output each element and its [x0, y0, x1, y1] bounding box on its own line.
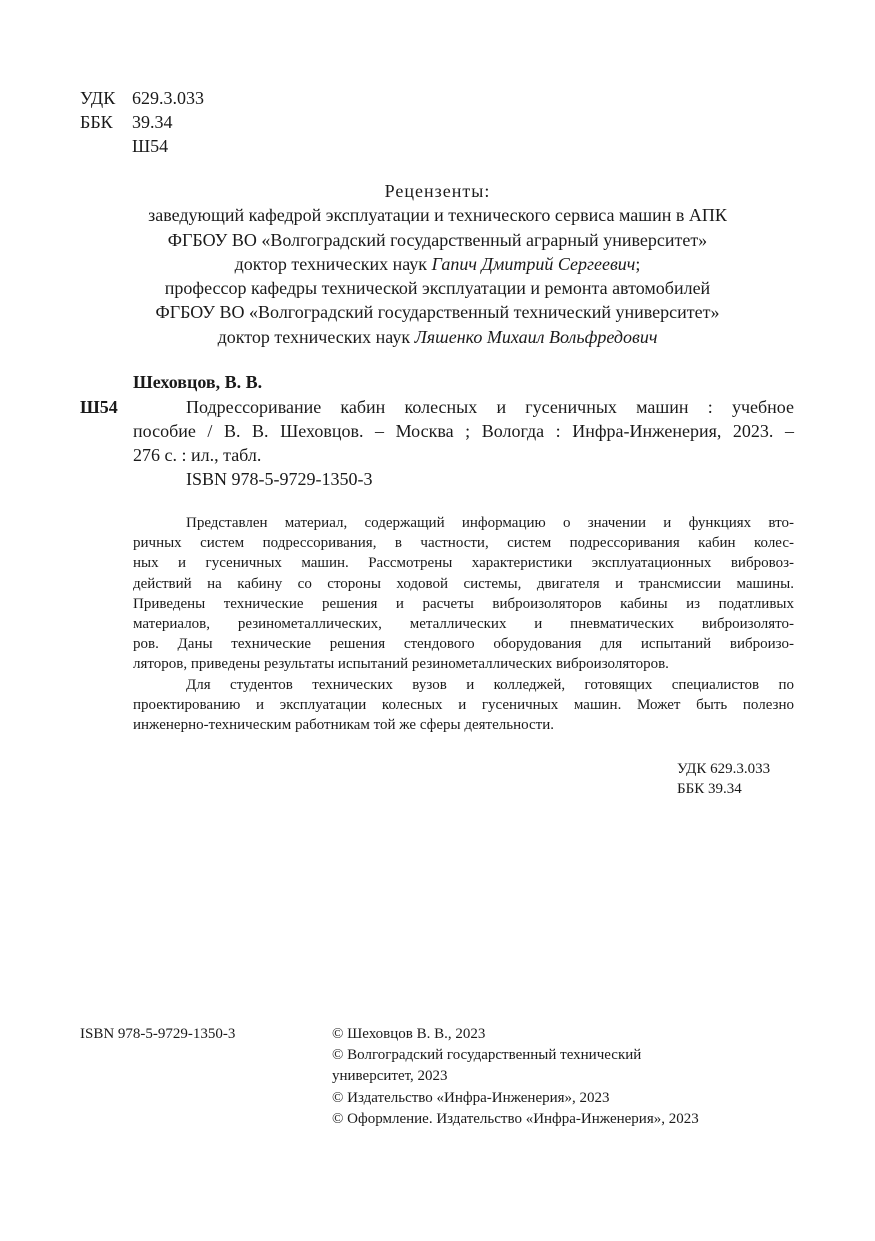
reviewer2-name: Ляшенко Михаил Вольфредович	[414, 326, 658, 347]
index-codes-right	[677, 759, 770, 799]
abstract-line: материалов, резинометаллических, металлических и пневматических виброизолято-	[133, 616, 794, 633]
abstract-line: Представлен материал, содержащий информацию о значении и функциях вто-	[186, 515, 794, 531]
abstract-line: ляторов, приведены результаты испытаний резинометаллических виброизоляторов.	[133, 656, 669, 673]
copyright-line: © Шеховцов В. В., 2023	[332, 1026, 486, 1042]
copyright-line: университет, 2023	[332, 1068, 448, 1085]
author-mark-row	[80, 134, 204, 158]
copyright-line: © Волгоградский государственный технический	[332, 1047, 642, 1064]
reviewer1-name: Гапич Дмитрий Сергеевич	[431, 253, 636, 274]
reviewer2-line	[0, 325, 875, 349]
abstract-line: Приведены технические решения и расчеты виброизоляторов кабины из податливых	[133, 595, 794, 612]
reviewer2-degree: доктор технических наук	[217, 326, 415, 347]
reviewer1-line	[0, 252, 875, 276]
reviewer1-suffix: ;	[635, 253, 641, 274]
bib-code: Ш54	[80, 397, 118, 417]
reviewers-block	[0, 179, 875, 349]
udk-right: УДК 629.3.033	[677, 761, 771, 777]
bib-line-3: 276 с. : ил., табл.	[133, 445, 262, 465]
bbk-value: 39.34	[132, 112, 173, 132]
bib-author: Шеховцов, В. В.	[133, 372, 263, 392]
abstract-line: действий на кабину со стороны ходовой системы, двигателя и трансмиссии машины.	[133, 575, 794, 592]
udk-label: УДК	[80, 88, 116, 108]
bib-line-2: пособие / В. В. Шеховцов. – Москва ; Вологда : Инфра-Инженерия, 2023. –	[133, 421, 794, 441]
reviewer2-organization: ФГБОУ ВО «Волгоградский государственный технический университет»	[155, 302, 720, 323]
abstract-line: ричных систем подрессоривания, в частности, систем подрессоривания кабин колес-	[133, 535, 794, 552]
classification-codes	[80, 86, 204, 158]
author-mark: Ш54	[132, 136, 169, 156]
abstract-line: проектированию и эксплуатации колесных и гусеничных машин. Может быть полезно	[133, 696, 794, 713]
reviewer1-position: заведующий кафедрой эксплуатации и технического сервиса машин в АПК	[148, 205, 727, 226]
reviewers-heading: Рецензенты:	[384, 181, 491, 201]
bib-line-1: Подрессоривание кабин колесных и гусеничных машин : учебное	[186, 397, 794, 417]
reviewer2-position: профессор кафедры технической эксплуатации и ремонта автомобилей	[164, 278, 711, 299]
abstract-line: инженерно-техническим работникам той же сферы деятельности.	[133, 717, 554, 734]
abstract-line: ров. Даны технические решения стендового оборудования для испытаний виброизо-	[133, 636, 794, 653]
copyright-line: © Оформление. Издательство «Инфра-Инженерия», 2023	[332, 1110, 699, 1127]
reviewer1-degree: доктор технических наук	[234, 253, 432, 274]
abstract	[133, 513, 794, 735]
bbk-row	[80, 110, 204, 134]
footer-isbn: ISBN 978-5-9729-1350-3	[80, 1026, 236, 1042]
bbk-label: ББК	[80, 112, 113, 132]
bib-isbn: ISBN 978-5-9729-1350-3	[186, 469, 373, 489]
abstract-line: ных и гусеничных машин. Рассмотрены характеристики эксплуатационных вибровоз-	[133, 555, 794, 572]
bbk-right: ББК 39.34	[677, 781, 742, 798]
reviewer1-organization: ФГБОУ ВО «Волгоградский государственный аграрный университет»	[167, 229, 708, 250]
bib-description	[133, 395, 794, 467]
udk-value: 629.3.033	[132, 88, 204, 108]
abstract-line: Для студентов технических вузов и колледжей, готовящих специалистов по	[186, 676, 794, 693]
udk-row	[80, 86, 204, 110]
copyright-block	[332, 1024, 699, 1130]
copyright-line: © Издательство «Инфра-Инженерия», 2023	[332, 1089, 610, 1106]
